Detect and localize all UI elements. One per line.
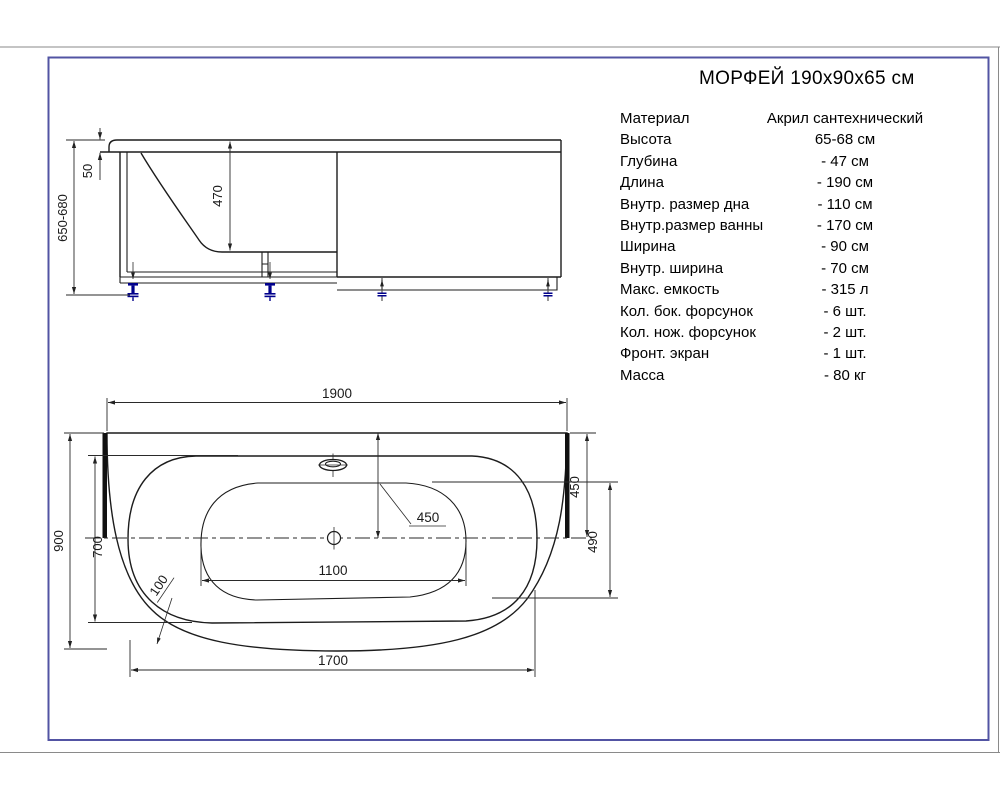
spec-table xyxy=(620,108,950,386)
spec-row xyxy=(620,194,950,215)
spec-row xyxy=(620,129,950,150)
spec-value: 65-68 см xyxy=(814,131,876,149)
spec-row xyxy=(620,151,950,172)
dim-inner-bottom-width: 490 xyxy=(585,531,600,553)
adjustable-feet xyxy=(128,262,553,301)
spec-row xyxy=(620,108,950,129)
wall-bar-left xyxy=(103,433,108,538)
spec-row xyxy=(620,301,950,322)
spec-label: Внутр. ширина xyxy=(620,259,724,277)
dim-center-to-edge: 450 xyxy=(416,510,440,525)
spec-label: Кол. бок. форсунок xyxy=(620,302,753,320)
spec-value: - 315 л xyxy=(821,281,869,299)
spec-row xyxy=(620,215,950,236)
spec-value: - 6 шт. xyxy=(823,302,867,320)
spec-label: Масса xyxy=(620,366,665,384)
spec-row xyxy=(620,172,950,193)
dim-depth: 470 xyxy=(210,185,225,207)
spec-label: Внутр. размер дна xyxy=(620,195,750,213)
spec-value: - 1 шт. xyxy=(823,345,867,363)
spec-row xyxy=(620,322,950,343)
dim-inner-width: 700 xyxy=(90,536,105,558)
spec-value: Акрил сантехнический xyxy=(766,110,924,127)
spec-value: - 170 см xyxy=(816,216,874,234)
spec-label: Макс. емкость xyxy=(620,281,720,299)
spec-label: Фронт. экран xyxy=(620,345,710,363)
spec-label: Ширина xyxy=(620,238,676,256)
spec-row xyxy=(620,365,950,386)
side-view-dimensions xyxy=(55,128,230,295)
dim-length: 1900 xyxy=(321,386,353,401)
spec-value: - 2 шт. xyxy=(823,323,867,341)
spec-value: - 80 кг xyxy=(823,366,867,384)
dim-inner-bottom-length: 1100 xyxy=(318,563,348,578)
spec-row xyxy=(620,343,950,364)
dim-apron-gap: 100 xyxy=(146,572,171,599)
spec-value: - 47 см xyxy=(821,152,869,170)
spec-value: - 90 см xyxy=(821,238,869,256)
side-view-drawing xyxy=(55,128,561,301)
dim-overall-height: 650-680 xyxy=(55,194,70,242)
dim-rim-height: 50 xyxy=(80,163,95,179)
spec-value: - 190 см xyxy=(816,174,874,192)
spec-value: - 110 см xyxy=(817,195,873,213)
spec-row xyxy=(620,258,950,279)
spec-row xyxy=(620,279,950,300)
spec-label: Кол. нож. форсунок xyxy=(620,323,756,341)
plan-view-drawing xyxy=(51,386,618,677)
spec-label: Высота xyxy=(620,131,672,149)
spec-label: Глубина xyxy=(620,152,678,170)
drain xyxy=(328,527,341,550)
overflow-fixture xyxy=(318,454,348,478)
spec-row xyxy=(620,236,950,257)
dim-right-half-width: 450 xyxy=(567,476,582,498)
spec-label: Материал xyxy=(620,110,690,127)
dim-width: 900 xyxy=(51,530,66,552)
page-title: МОРФЕЙ 190х90х65 см xyxy=(699,68,915,89)
spec-label: Внутр.размер ванны xyxy=(620,216,764,234)
spec-label: Длина xyxy=(620,174,664,192)
spec-value: - 70 см xyxy=(821,259,869,277)
dim-rim-length: 1700 xyxy=(317,653,349,668)
